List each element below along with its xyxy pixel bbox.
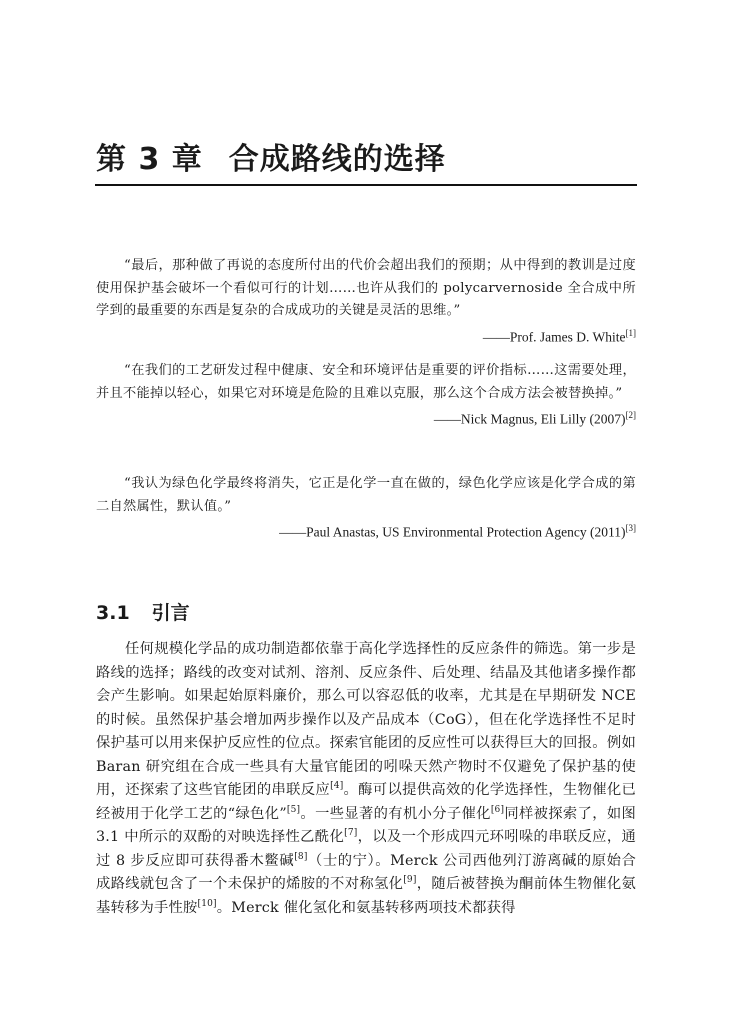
body-paragraph: 任何规模化学品的成功制造都依靠于高化学选择性的反应条件的筛选。第一步是路线的选择；路线的改变对试剂、溶剂、反应条件、后处理、结晶及其他诸多操作都会产生影响。如果起始原料廉价，那么可以容忍低的收率，尤其是在早期研发 NCE 的时候。虽然保护基会增加两步操作以及产品成本（CoG），但在化学选择性不足时保护基可以用来保护反应性的位点。探索官能团的反应性可以获得巨大的回报。例如 Baran 研究组在合成一些具有大量官能团的吲哚天然产物时不仅避免了保护基的使用，还探索了这些官能团的串联反应[4]。酶可以提供高效的化学选择性，生物催化已经被用于化学工艺的“绿色化”[5]。一些显著的有机小分子催化[6]同样被探索了，如图 3.1 中所示的双酚的对映选择性乙酰化[7]，以及一个形成四元环吲哚的串联反应，通过 8 步反应即可获得番木鳖碱[8]（士的宁）。Merck 公司西他列汀游离碱的原始合成路线就包含了一个未保护的烯胺的不对称氢化[9]，随后被替换为酮前体生物催化氨基转移为手性胺[10]。Merck 催化氢化和氨基转移两项技术都获得 xyxy=(96,641,636,916)
quote-attribution: ——Nick Magnus, Eli Lilly (2007)[2] xyxy=(433,410,636,427)
reference-marker[interactable]: [9] xyxy=(403,875,417,886)
epigraph-quote-2 xyxy=(96,360,636,430)
reference-marker[interactable]: [3] xyxy=(625,523,636,533)
quote-attribution: ——Prof. James D. White[1] xyxy=(482,327,636,344)
reference-marker[interactable]: [1] xyxy=(625,327,636,338)
epigraph-quote-3 xyxy=(96,473,636,543)
body-paragraph-container xyxy=(96,638,636,920)
chapter-heading xyxy=(96,140,636,180)
quote-text: “我认为绿色化学最终将消失，它正是化学一直在做的，绿色化学应该是化学合成的第二自然属性，默认值。” xyxy=(96,476,636,514)
section-number: 3.1 xyxy=(96,602,130,624)
reference-marker[interactable]: [4] xyxy=(330,781,344,792)
section-title: 引言 xyxy=(151,602,190,624)
reference-marker[interactable]: [8] xyxy=(294,851,308,862)
chapter-divider xyxy=(95,184,637,186)
reference-marker[interactable]: [10] xyxy=(197,898,217,909)
reference-marker[interactable]: [6] xyxy=(490,804,505,815)
reference-marker[interactable]: [5] xyxy=(286,804,301,815)
quote-text: “在我们的工艺研发过程中健康、安全和环境评估是重要的评价指标……这需要处理，并且不能掉以轻心，如果它对环境是危险的且难以克服，那么这个合成方法会被替换掉。” xyxy=(96,363,636,401)
chapter-number: 第 3 章 xyxy=(96,142,203,177)
section-heading xyxy=(96,600,190,626)
reference-marker[interactable]: [7] xyxy=(344,828,358,839)
chapter-title: 合成路线的选择 xyxy=(228,142,446,177)
quote-attribution: ——Paul Anastas, US Environmental Protection Agency (2011)[3] xyxy=(279,523,636,540)
reference-marker[interactable]: [2] xyxy=(625,410,636,420)
quote-text: “最后，那种做了再说的态度所付出的代价会超出我们的预期；从中得到的教训是过度使用保护基会破坏一个看似可行的计划……也许从我们的 polycarvernoside 全合成中所学到的最重要的东西是复杂的合成成功的关键是灵活的思维。” xyxy=(96,258,636,318)
epigraph-quote-1 xyxy=(96,255,636,347)
